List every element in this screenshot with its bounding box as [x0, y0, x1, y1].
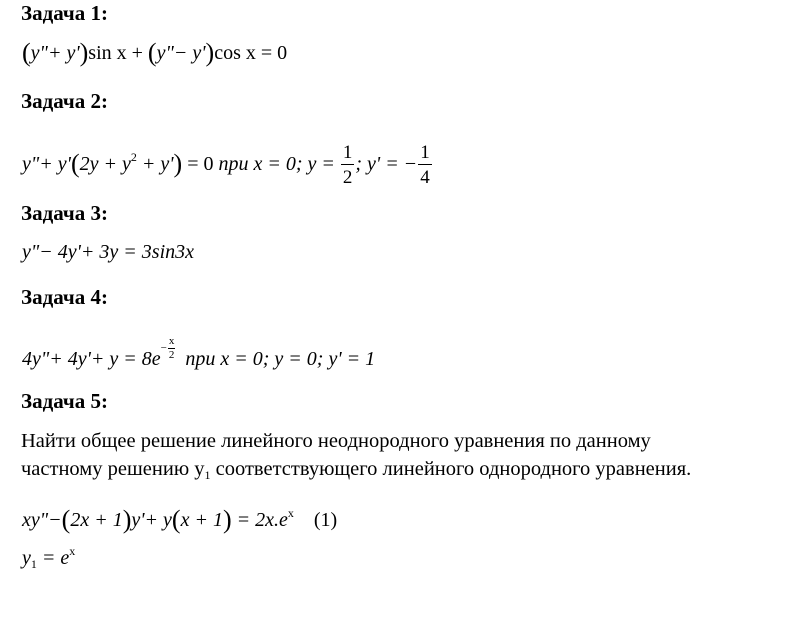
- task-2-rhs: = 0: [182, 153, 219, 175]
- task-2-fraction-2-den: 4: [420, 167, 430, 189]
- task-5-paren-close-1: ): [122, 505, 132, 534]
- task-5-given: [22, 538, 75, 577]
- task-5-heading: Задача 5:: [21, 389, 108, 413]
- task-1-paren-open-2: (: [147, 38, 157, 67]
- task-5-rhs: = 2x.e: [231, 509, 288, 531]
- task-1-paren-open-1: (: [22, 38, 31, 67]
- task-2-heading: Задача 2:: [21, 89, 108, 113]
- task-5-equation-number: (1): [313, 509, 338, 531]
- task-2-fraction-2-num: 1: [420, 142, 430, 164]
- task-1-after-1: sin x +: [88, 42, 148, 64]
- task-4-exponent-den: 2: [168, 349, 175, 361]
- task-3-equation: [22, 239, 194, 265]
- task-2-fraction-1: [341, 143, 355, 187]
- task-5-paren-close-2: ): [222, 505, 232, 534]
- task-1-heading: Задача 1:: [21, 1, 108, 25]
- task-5-given-sub: 1: [30, 557, 37, 571]
- task-1-equation: [22, 40, 287, 66]
- task-2-paren-open: (: [70, 149, 80, 178]
- task-5-lead: xy"−: [22, 509, 62, 531]
- task-5-inner-1: 2x + 1: [70, 509, 123, 531]
- task-2-cond-b: ; y' = −: [355, 153, 418, 175]
- task-4-exponent-sign: −: [160, 342, 167, 354]
- task-5-rhs-exp: x: [287, 506, 294, 520]
- task-4-equation: [22, 336, 375, 377]
- task-2-fraction-1-num: 1: [342, 142, 353, 164]
- task-2-lead: y"+ y': [22, 153, 71, 175]
- task-3-text: y"− 4y'+ 3y = 3sin3x: [22, 241, 195, 263]
- task-5-text-line-2-sub: 1: [204, 468, 211, 482]
- task-5-paren-open-1: (: [61, 505, 71, 534]
- task-1-term-2: y"− y': [156, 42, 206, 64]
- task-2-fraction-2: [418, 143, 432, 187]
- task-5-text-line-2-a: частному решению y: [21, 458, 205, 480]
- task-5-given-rhs: = e: [36, 547, 70, 569]
- task-2-fraction-1-den: 2: [342, 167, 353, 189]
- task-1-paren-close-2: ): [205, 38, 215, 67]
- task-5-text-line-2: [21, 455, 691, 489]
- task-2-inner-b: + y': [136, 153, 174, 175]
- task-2-paren-close: ): [173, 149, 183, 178]
- task-5-text-line-1: Найти общее решение линейного неоднородного уравнения по данному: [21, 430, 651, 452]
- task-2-cond-word: при: [218, 153, 249, 175]
- task-5-text-line-2-b: соответствующего линейного однородного уравнения.: [210, 458, 692, 480]
- task-5-equation: [22, 500, 337, 533]
- task-3-heading: Задача 3:: [21, 201, 108, 225]
- task-4-cond: x = 0; y = 0; y' = 1: [215, 348, 376, 371]
- task-5-paren-open-2: (: [171, 505, 181, 534]
- task-5-given-exp: x: [69, 544, 76, 558]
- task-5-given-var: y: [22, 547, 31, 569]
- task-2-cond-a: x = 0; y =: [248, 153, 340, 175]
- task-1-term-1: y"+ y': [30, 42, 80, 64]
- task-2-equation: [22, 132, 433, 189]
- task-4-exponent-num: x: [168, 335, 175, 347]
- task-5-mid: y'+ y: [131, 509, 172, 531]
- task-2-inner-exp: 2: [130, 150, 137, 164]
- task-4-lead: 4y"+ 4y'+ y = 8e: [22, 348, 161, 371]
- task-4-cond-word: при: [185, 348, 216, 371]
- task-4-exponent: [161, 336, 176, 361]
- task-1-paren-close-1: ): [79, 38, 89, 67]
- task-2-inner-a: 2y + y: [79, 153, 131, 175]
- task-5-inner-2: x + 1: [180, 509, 223, 531]
- task-1-after-2: cos x = 0: [214, 42, 288, 64]
- task-4-heading: Задача 4:: [21, 285, 108, 309]
